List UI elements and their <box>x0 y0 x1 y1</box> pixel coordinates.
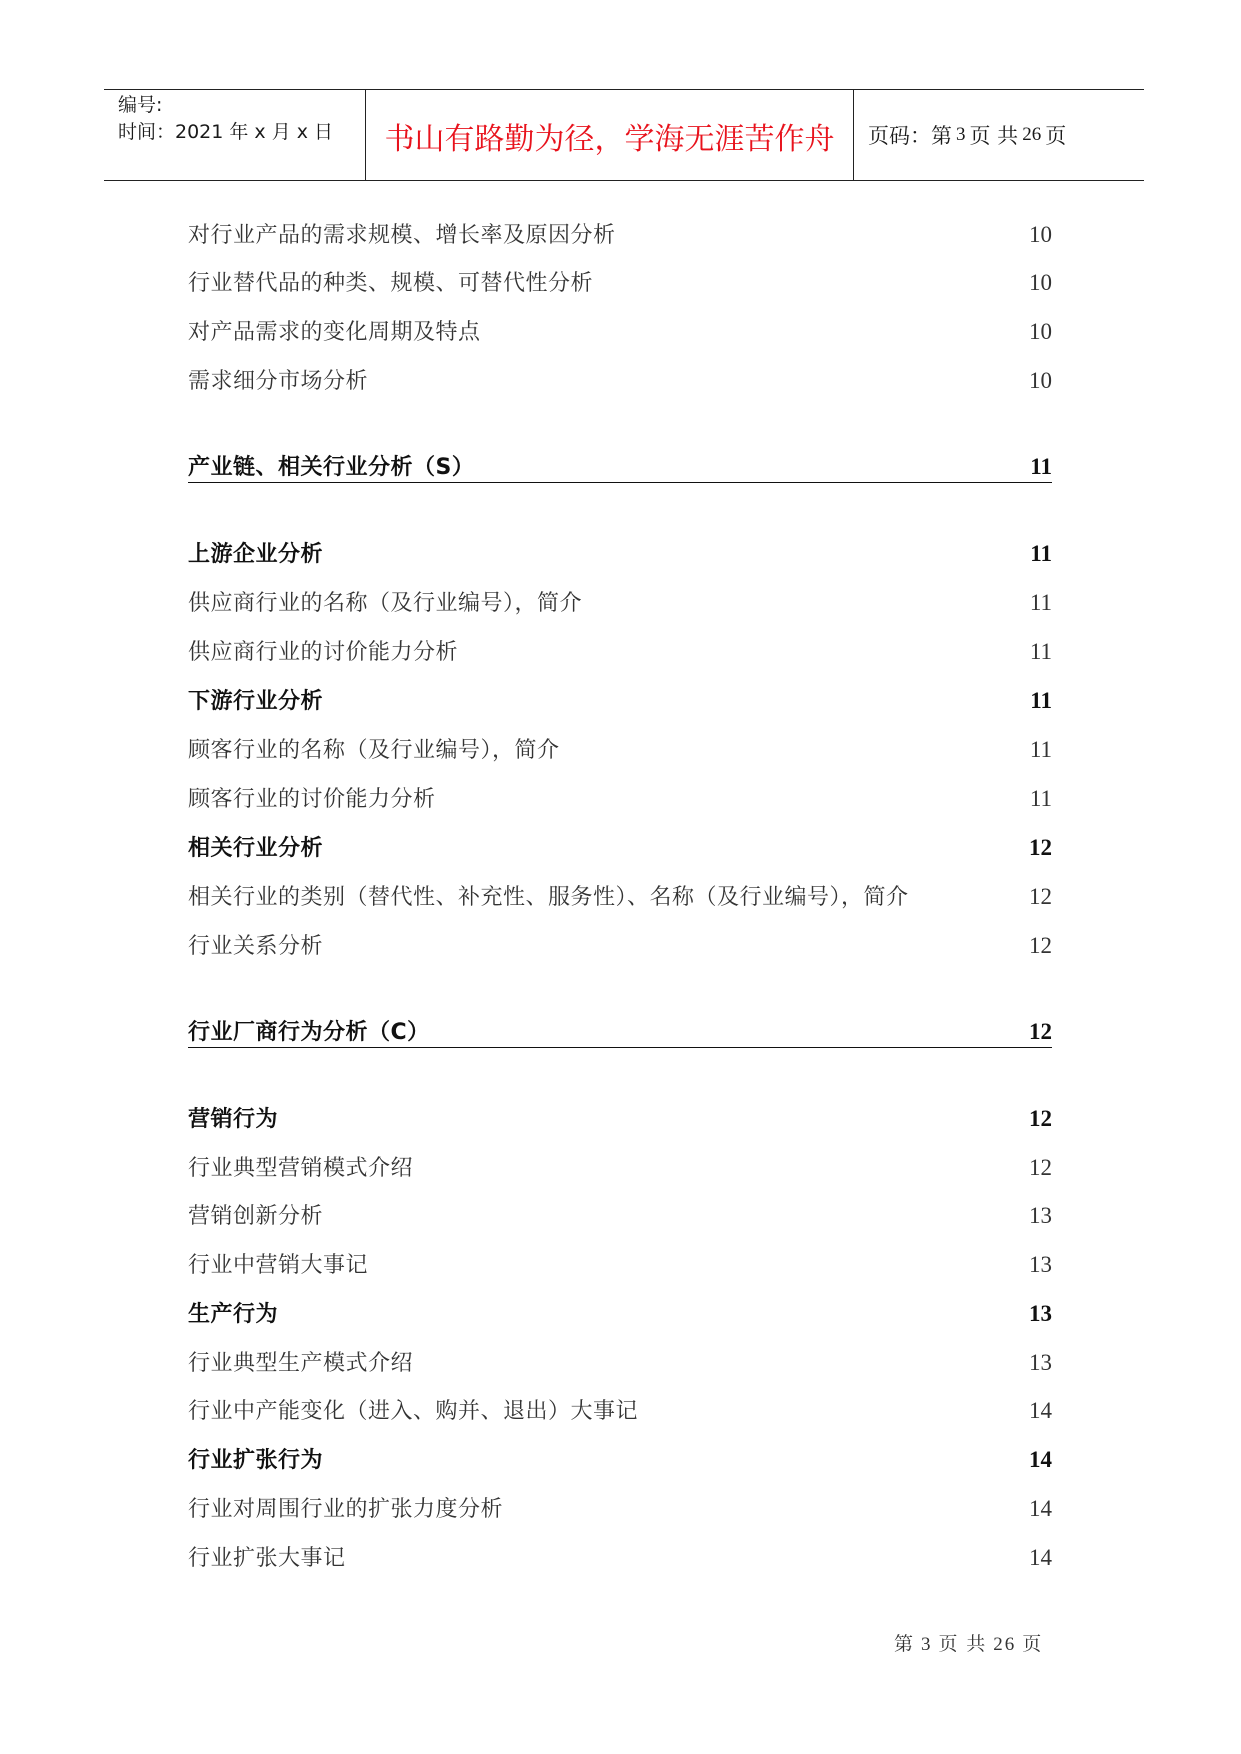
footer-suffix: 页 <box>1022 1634 1044 1655</box>
toc-entry-label: 行业替代品的种类、规模、可替代性分析 <box>188 271 594 296</box>
toc-section[interactable] <box>188 1102 1052 1138</box>
toc-entry-label: 对行业产品的需求规模、增长率及原因分析 <box>188 223 616 248</box>
document-time-label: 时间：2021 年 x 月 x 日 <box>118 121 334 143</box>
header-page-current: 3 <box>956 124 966 145</box>
toc-entry-page: 14 <box>1029 1496 1052 1521</box>
header-page-suffix: 页 <box>1045 124 1067 148</box>
toc-entry-label: 相关行业的类别（替代性、补充性、服务性）、名称（及行业编号），简介 <box>188 885 909 910</box>
toc-entry[interactable] <box>188 880 1052 916</box>
toc-entry-label: 营销创新分析 <box>188 1204 324 1229</box>
toc-chapter[interactable] <box>188 450 1052 483</box>
toc-section-label: 生产行为 <box>188 1302 279 1327</box>
toc-entry-label: 需求细分市场分析 <box>188 369 369 394</box>
page-footer <box>894 1629 1043 1656</box>
toc-entry-label: 供应商行业的讨价能力分析 <box>188 640 459 665</box>
toc-entry-page: 12 <box>1029 1155 1052 1180</box>
toc-section-page: 11 <box>1030 688 1052 713</box>
toc-entry-label: 行业中产能变化（进入、购并、退出）大事记 <box>188 1399 639 1424</box>
toc-entry-page: 11 <box>1029 737 1052 762</box>
header-page-total: 26 <box>1022 124 1042 145</box>
toc-entry-page: 12 <box>1029 884 1052 909</box>
toc-entry-page: 11 <box>1029 786 1052 811</box>
toc-section-label: 相关行业分析 <box>188 836 324 861</box>
toc-entry[interactable] <box>188 1248 1052 1284</box>
toc-chapter-label: 行业厂商行为分析（C） <box>188 1020 430 1045</box>
toc-entry[interactable] <box>188 1151 1052 1187</box>
document-number-label: 编号: <box>118 94 163 116</box>
toc-entry-label: 行业关系分析 <box>188 934 324 959</box>
footer-mid: 页 共 <box>938 1634 988 1655</box>
toc-entry-page: 13 <box>1029 1252 1052 1277</box>
toc-chapter-page: 12 <box>1029 1019 1052 1044</box>
header-motto: 书山有路勤为径，学海无涯苦作舟 <box>366 90 854 180</box>
toc-chapter-label: 产业链、相关行业分析（S） <box>188 455 475 480</box>
toc-entry-page: 10 <box>1029 319 1052 344</box>
toc-section[interactable] <box>188 1443 1052 1479</box>
toc-entry[interactable] <box>188 218 1052 254</box>
toc-entry-label: 行业典型生产模式介绍 <box>188 1351 414 1376</box>
header-page-mid: 页 共 <box>969 124 1019 148</box>
toc-section-page: 12 <box>1029 835 1052 860</box>
toc-entry[interactable] <box>188 1492 1052 1528</box>
toc-section-page: 12 <box>1029 1106 1052 1131</box>
toc-entry-page: 13 <box>1029 1203 1052 1228</box>
footer-prefix: 第 <box>894 1634 916 1655</box>
toc-section[interactable] <box>188 537 1052 573</box>
toc-chapter-page: 11 <box>1030 454 1052 479</box>
toc-chapter[interactable] <box>188 1015 1052 1048</box>
toc-section-page: 14 <box>1029 1447 1052 1472</box>
toc-section-label: 上游企业分析 <box>188 542 324 567</box>
toc-section[interactable] <box>188 1297 1052 1333</box>
toc-section-page: 11 <box>1030 541 1052 566</box>
toc-section-label: 营销行为 <box>188 1107 279 1132</box>
header-page-prefix: 页码：第 <box>868 124 952 148</box>
toc-entry-page: 10 <box>1029 222 1052 247</box>
toc-entry-page: 11 <box>1029 590 1052 615</box>
toc-entry[interactable] <box>188 1199 1052 1235</box>
toc-entry[interactable] <box>188 266 1052 302</box>
toc-entry-page: 11 <box>1029 639 1052 664</box>
toc-entry[interactable] <box>188 635 1052 671</box>
toc-entry-page: 12 <box>1029 933 1052 958</box>
toc-entry[interactable] <box>188 733 1052 769</box>
toc-section-page: 13 <box>1029 1301 1052 1326</box>
toc-entry[interactable] <box>188 929 1052 965</box>
toc-entry-label: 对产品需求的变化周期及特点 <box>188 320 481 345</box>
toc-entry-label: 行业中营销大事记 <box>188 1253 369 1278</box>
toc-section-label: 行业扩张行为 <box>188 1448 324 1473</box>
header-meta <box>104 90 366 180</box>
toc-entry[interactable] <box>188 1346 1052 1382</box>
footer-total-pages: 26 <box>993 1634 1017 1655</box>
toc-entry-page: 10 <box>1029 270 1052 295</box>
toc-entry-label: 顾客行业的名称（及行业编号），简介 <box>188 738 560 763</box>
toc-entry-label: 行业扩张大事记 <box>188 1546 346 1571</box>
toc-entry[interactable] <box>188 782 1052 818</box>
toc-section[interactable] <box>188 831 1052 867</box>
toc-entry[interactable] <box>188 315 1052 351</box>
toc-entry[interactable] <box>188 586 1052 622</box>
toc-entry[interactable] <box>188 364 1052 400</box>
toc-section-label: 下游行业分析 <box>188 689 324 714</box>
toc-entry[interactable] <box>188 1394 1052 1430</box>
toc-entry-page: 14 <box>1029 1545 1052 1570</box>
toc-entry-label: 行业对周围行业的扩张力度分析 <box>188 1497 504 1522</box>
toc-entry-label: 行业典型营销模式介绍 <box>188 1156 414 1181</box>
toc-entry-page: 10 <box>1029 368 1052 393</box>
page-header <box>104 89 1144 181</box>
toc-entry-page: 14 <box>1029 1398 1052 1423</box>
header-page-info <box>854 90 1144 180</box>
toc-section[interactable] <box>188 684 1052 720</box>
toc-entry-label: 顾客行业的讨价能力分析 <box>188 787 436 812</box>
footer-current-page: 3 <box>921 1634 933 1655</box>
toc-entry[interactable] <box>188 1541 1052 1577</box>
toc-entry-label: 供应商行业的名称（及行业编号），简介 <box>188 591 583 616</box>
toc-entry-page: 13 <box>1029 1350 1052 1375</box>
